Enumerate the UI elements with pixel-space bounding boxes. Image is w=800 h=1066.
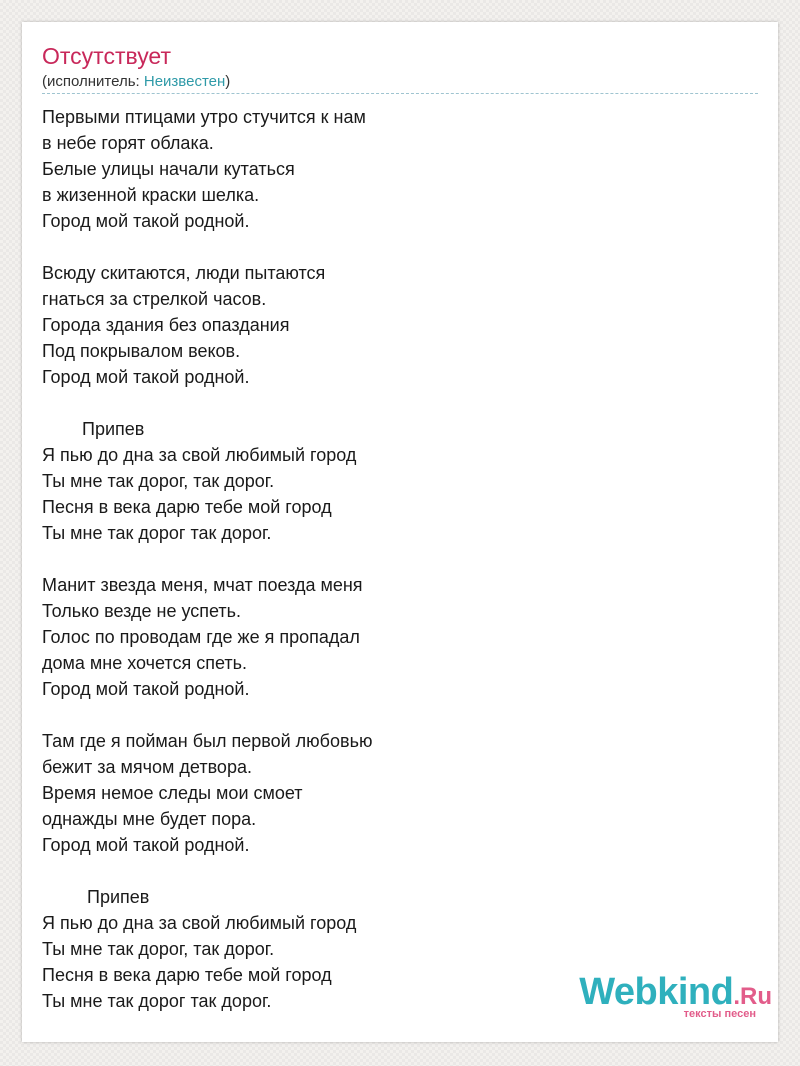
lyric-line: в небе горят облака. [42,133,214,153]
lyric-line: Под покрывалом веков. [42,341,241,361]
lyric-line: Время немое следы мои смоет [42,783,303,803]
lyric-line: Там где я пойман был первой любовью [42,731,373,751]
lyric-line: Города здания без опаздания [42,315,290,335]
lyric-line: Ты мне так дорог, так дорог. [42,471,275,491]
lyric-line: Только везде не успеть. [42,601,242,621]
song-title: Отсутствует [42,43,171,69]
title-divider [42,93,758,94]
lyric-line: Всюду скитаются, люди пытаются [42,263,326,283]
lyric-line: Песня в века дарю тебе мой город [42,965,332,985]
lyric-line: однажды мне будет пора. [42,809,257,829]
lyric-line: Ты мне так дорог, так дорог. [42,939,275,959]
lyric-line: Город мой такой родной. [42,679,250,699]
lyric-line [42,390,742,416]
lyric-line: Песня в века дарю тебе мой город [42,497,332,517]
brand-name: Webkind [579,971,734,1013]
artist-prefix: (исполнитель: [42,73,144,90]
lyric-line: Первыми птицами утро стучится к нам [42,107,366,127]
lyric-line: дома мне хочется спеть. [42,653,248,673]
lyric-line: Город мой такой родной. [42,367,250,387]
lyric-line: Манит звезда меня, мчат поезда меня [42,575,363,595]
lyric-line [42,234,742,260]
lyric-line [42,858,742,884]
lyric-line: Я пью до дна за свой любимый город [42,913,357,933]
lyric-line: Город мой такой родной. [42,211,250,231]
lyric-line: Голос по проводам где же я пропадал [42,627,360,647]
lyric-line: Припев [42,887,150,907]
lyric-line [42,546,742,572]
lyric-line: гнаться за стрелкой часов. [42,289,267,309]
lyrics-text [42,104,742,1014]
lyric-line: бежит за мячом детвора. [42,757,252,777]
lyric-line: в жизенной краски шелка. [42,185,260,205]
lyric-line: Ты мне так дорог так дорог. [42,523,272,543]
lyric-line: Ты мне так дорог так дорог. [42,991,272,1011]
artist-suffix: ) [225,73,231,90]
lyric-line: Белые улицы начали кутаться [42,159,295,179]
lyrics-card [22,22,778,1042]
artist-line [42,73,230,91]
lyric-line: Я пью до дна за свой любимый город [42,445,357,465]
lyric-line [42,702,742,728]
lyric-line: Город мой такой родной. [42,835,250,855]
artist-link[interactable]: Неизвестен [143,73,226,90]
brand-tld: .Ru [733,983,772,1010]
brand-tagline: тексты песен [683,1008,756,1020]
lyric-line: Припев [42,419,145,439]
